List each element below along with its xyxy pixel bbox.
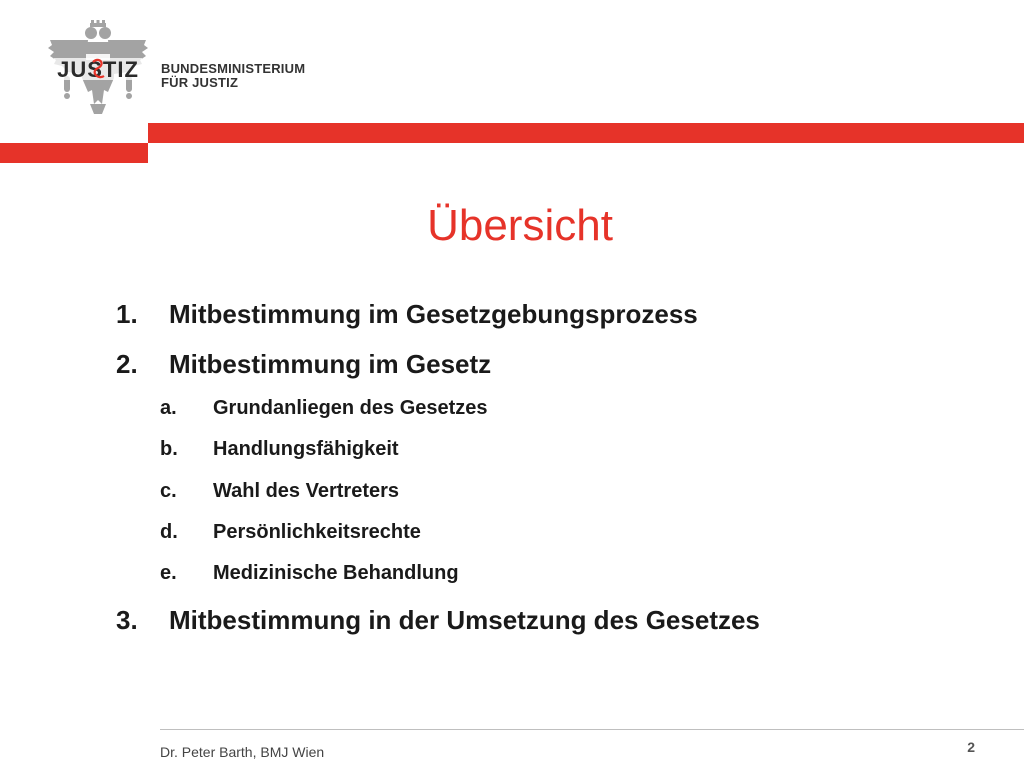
page-number: 2 [967, 739, 975, 755]
agenda-item-text: Mitbestimmung im Gesetzgebungsprozess [169, 299, 698, 329]
footer-divider [160, 729, 1024, 730]
agenda-item-number: 2. [116, 349, 138, 379]
agenda-subitem-letter: a. [160, 397, 177, 419]
ministry-name [161, 62, 305, 90]
agenda-subitem-text: Handlungsfähigkeit [213, 438, 399, 460]
agenda-item-text: Mitbestimmung im Gesetz [169, 349, 492, 379]
agenda-subitem-letter: e. [160, 562, 177, 584]
header-accent-bar-left [0, 143, 148, 163]
austrian-eagle-icon [46, 20, 150, 116]
slide-title: Übersicht [427, 201, 613, 250]
footer-author: Dr. Peter Barth, BMJ Wien [160, 744, 325, 760]
agenda-subitem-letter: c. [160, 480, 177, 502]
header-accent-bar-right [148, 123, 1024, 143]
ministry-line-1: BUNDESMINISTERIUM [161, 61, 306, 76]
agenda-subitem-text: Grundanliegen des Gesetzes [213, 397, 488, 419]
ministry-line-2: FÜR JUSTIZ [161, 75, 239, 90]
agenda-item-number: 3. [116, 605, 138, 635]
agenda-subitem-letter: b. [160, 438, 178, 460]
agenda-item-number: 1. [116, 299, 138, 329]
justiz-logo [46, 20, 150, 116]
agenda-subitem-text: Medizinische Behandlung [213, 562, 459, 584]
logo-wordmark: JUSTIZ [57, 57, 139, 82]
agenda-subitem-letter: d. [160, 521, 178, 543]
agenda-item-text: Mitbestimmung in der Umsetzung des Gesetzes [169, 605, 760, 635]
agenda-subitem-text: Persönlichkeitsrechte [213, 521, 421, 543]
agenda-subitem-text: Wahl des Vertreters [213, 480, 400, 502]
